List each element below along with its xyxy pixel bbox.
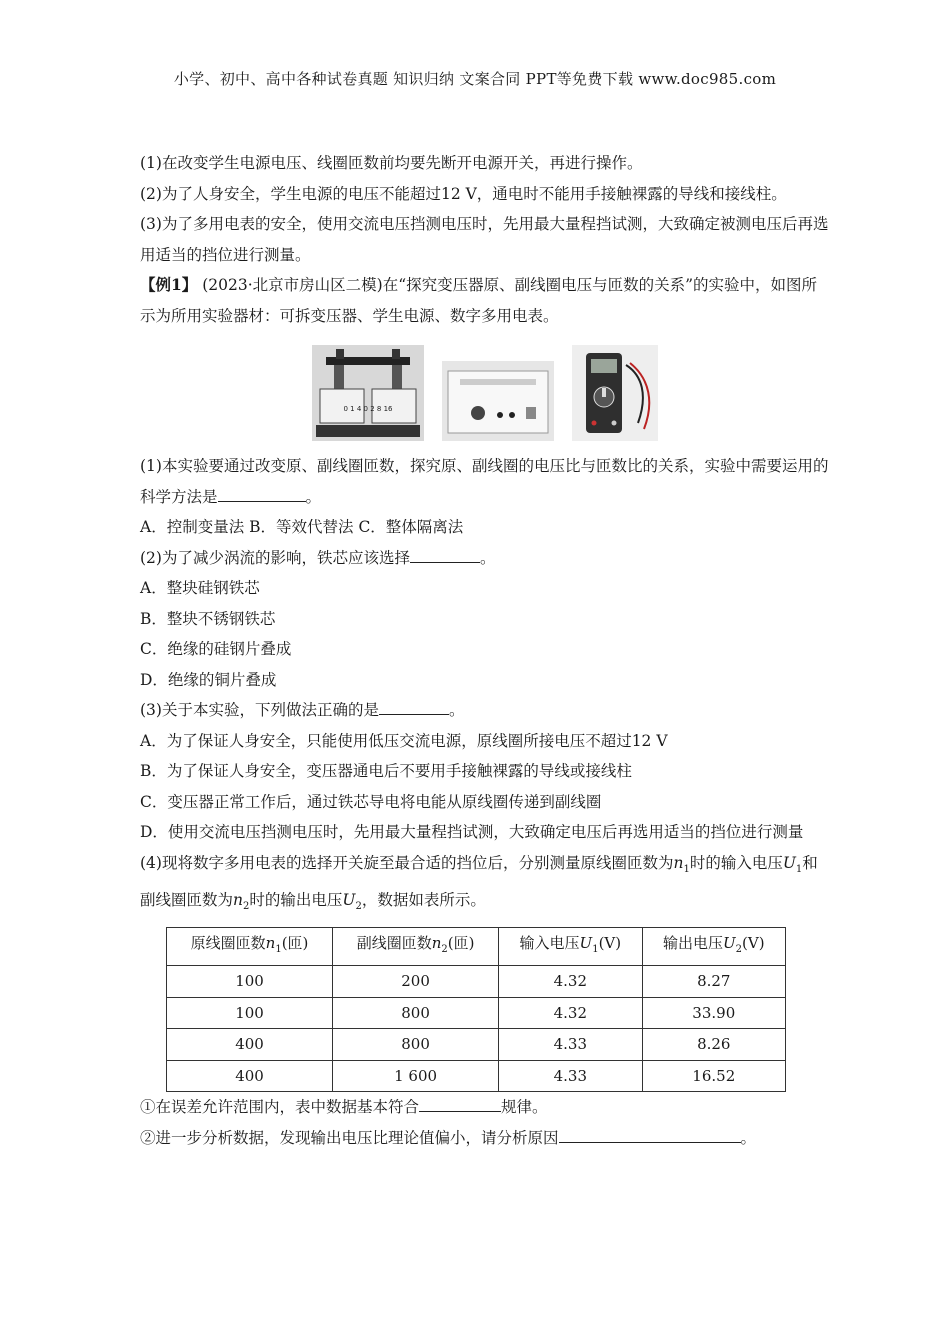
multimeter-image bbox=[572, 345, 658, 441]
note-3: (3)为了多用电表的安全，使用交流电压挡测电压时，先用最大量程挡试测，大致确定被测电压后再选用适当的挡位进行测量。 bbox=[140, 215, 829, 264]
table-cell: 200 bbox=[333, 966, 499, 998]
equipment-figures bbox=[140, 341, 830, 441]
table-cell: 100 bbox=[167, 997, 333, 1029]
table-cell: 4.32 bbox=[499, 997, 642, 1029]
table-cell: 8.26 bbox=[642, 1029, 785, 1061]
table-cell: 4.33 bbox=[499, 1060, 642, 1092]
table-row bbox=[167, 1060, 786, 1092]
note-2: (2)为了人身安全，学生电源的电压不能超过12 V，通电时不能用手接触裸露的导线和接线柱。 bbox=[140, 184, 787, 203]
table-cell: 100 bbox=[167, 966, 333, 998]
table-header-cell: 输入电压$U_1(V)$ bbox=[499, 927, 642, 966]
table-cell: 800 bbox=[333, 997, 499, 1029]
subquestion-2: ②进一步分析数据，发现输出电压比理论值偏小，请分析原因 。 bbox=[140, 1123, 830, 1154]
question-3-option-b: B．为了保证人身安全，变压器通电后不要用手接触裸露的导线或接线柱 bbox=[140, 762, 632, 780]
transformer-image bbox=[312, 345, 424, 441]
answer-blank-1[interactable] bbox=[218, 483, 306, 502]
page-header: 小学、初中、高中各种试卷真题 知识归纳 文案合同 PPT等免费下载 www.doc985.com bbox=[173, 70, 777, 88]
table-header-cell: 原线圈匝数$n_1$(匝) bbox=[167, 927, 333, 966]
power-supply-image bbox=[442, 361, 554, 441]
table-row bbox=[167, 966, 786, 998]
question-2-option-a: A．整块硅钢铁芯 bbox=[140, 579, 260, 597]
note-1: (1)在改变学生电源电压、线圈匝数前均要先断开电源开关，再进行操作。 bbox=[140, 154, 643, 172]
table-cell: 4.32 bbox=[499, 966, 642, 998]
question-4-stem: (4)现将数字多用电表的选择开关旋至最合适的挡位后，分别测量原线圈匝数为$n_1$时的输入电压$U_1$和副线圈匝数为$n_2$时的输出电压$U_2$，数据如表所示。 bbox=[140, 853, 818, 913]
answer-blank-3[interactable] bbox=[379, 696, 449, 715]
question-3-stem: (3)关于本实验，下列做法正确的是 。 bbox=[140, 695, 830, 726]
answer-blank-4[interactable] bbox=[419, 1093, 501, 1112]
table-header-row bbox=[167, 927, 786, 966]
question-3-option-a: A．为了保证人身安全，只能使用低压交流电源，原线圈所接电压不超过12 V bbox=[140, 731, 668, 750]
table-cell: 8.27 bbox=[642, 966, 785, 998]
table-cell: 33.90 bbox=[642, 997, 785, 1029]
document-body bbox=[140, 148, 830, 1153]
table-cell: 16.52 bbox=[642, 1060, 785, 1092]
table-cell: 1 600 bbox=[333, 1060, 499, 1092]
question-2-stem: (2)为了减少涡流的影响，铁芯应该选择 。 bbox=[140, 543, 830, 574]
table-row bbox=[167, 997, 786, 1029]
answer-blank-2[interactable] bbox=[410, 544, 480, 563]
example-intro: 【例1】 (2023·北京市房山区二模)在“探究变压器原、副线圈电压与匝数的关系”的实验中，如图所示为所用实验器材：可拆变压器、学生电源、数字多用电表。 bbox=[140, 275, 818, 325]
question-2-option-d: D．绝缘的铜片叠成 bbox=[140, 670, 277, 689]
table-cell: 800 bbox=[333, 1029, 499, 1061]
transformer-scale-label: 0 1 4 0 2 8 16 bbox=[343, 405, 393, 413]
table-cell: 4.33 bbox=[499, 1029, 642, 1061]
table-cell: 400 bbox=[167, 1060, 333, 1092]
table-row bbox=[167, 1029, 786, 1061]
question-1-stem: (1)本实验要通过改变原、副线圈匝数，探究原、副线圈的电压比与匝数比的关系，实验中需要运用的科学方法是 。 bbox=[140, 457, 829, 506]
subquestion-1: ①在误差允许范围内，表中数据基本符合 规律。 bbox=[140, 1092, 830, 1123]
table-header-cell: 副线圈匝数$n_2$(匝) bbox=[333, 927, 499, 966]
answer-blank-5[interactable] bbox=[559, 1124, 741, 1143]
example-label: 【例1】 bbox=[140, 275, 198, 294]
question-3-option-c: C．变压器正常工作后，通过铁芯导电将电能从原线圈传递到副线圈 bbox=[140, 792, 602, 811]
question-3-option-d: D．使用交流电压挡测电压时，先用最大量程挡试测，大致确定电压后再选用适当的挡位进行测量 bbox=[140, 823, 804, 841]
data-table bbox=[166, 927, 786, 1093]
table-cell: 400 bbox=[167, 1029, 333, 1061]
question-2-option-c: C．绝缘的硅钢片叠成 bbox=[140, 640, 292, 658]
table-header-cell: 输出电压$U_2(V)$ bbox=[642, 927, 785, 966]
question-2-option-b: B．整块不锈钢铁芯 bbox=[140, 609, 276, 628]
question-1-options: A．控制变量法 B．等效代替法 C．整体隔离法 bbox=[140, 518, 464, 536]
